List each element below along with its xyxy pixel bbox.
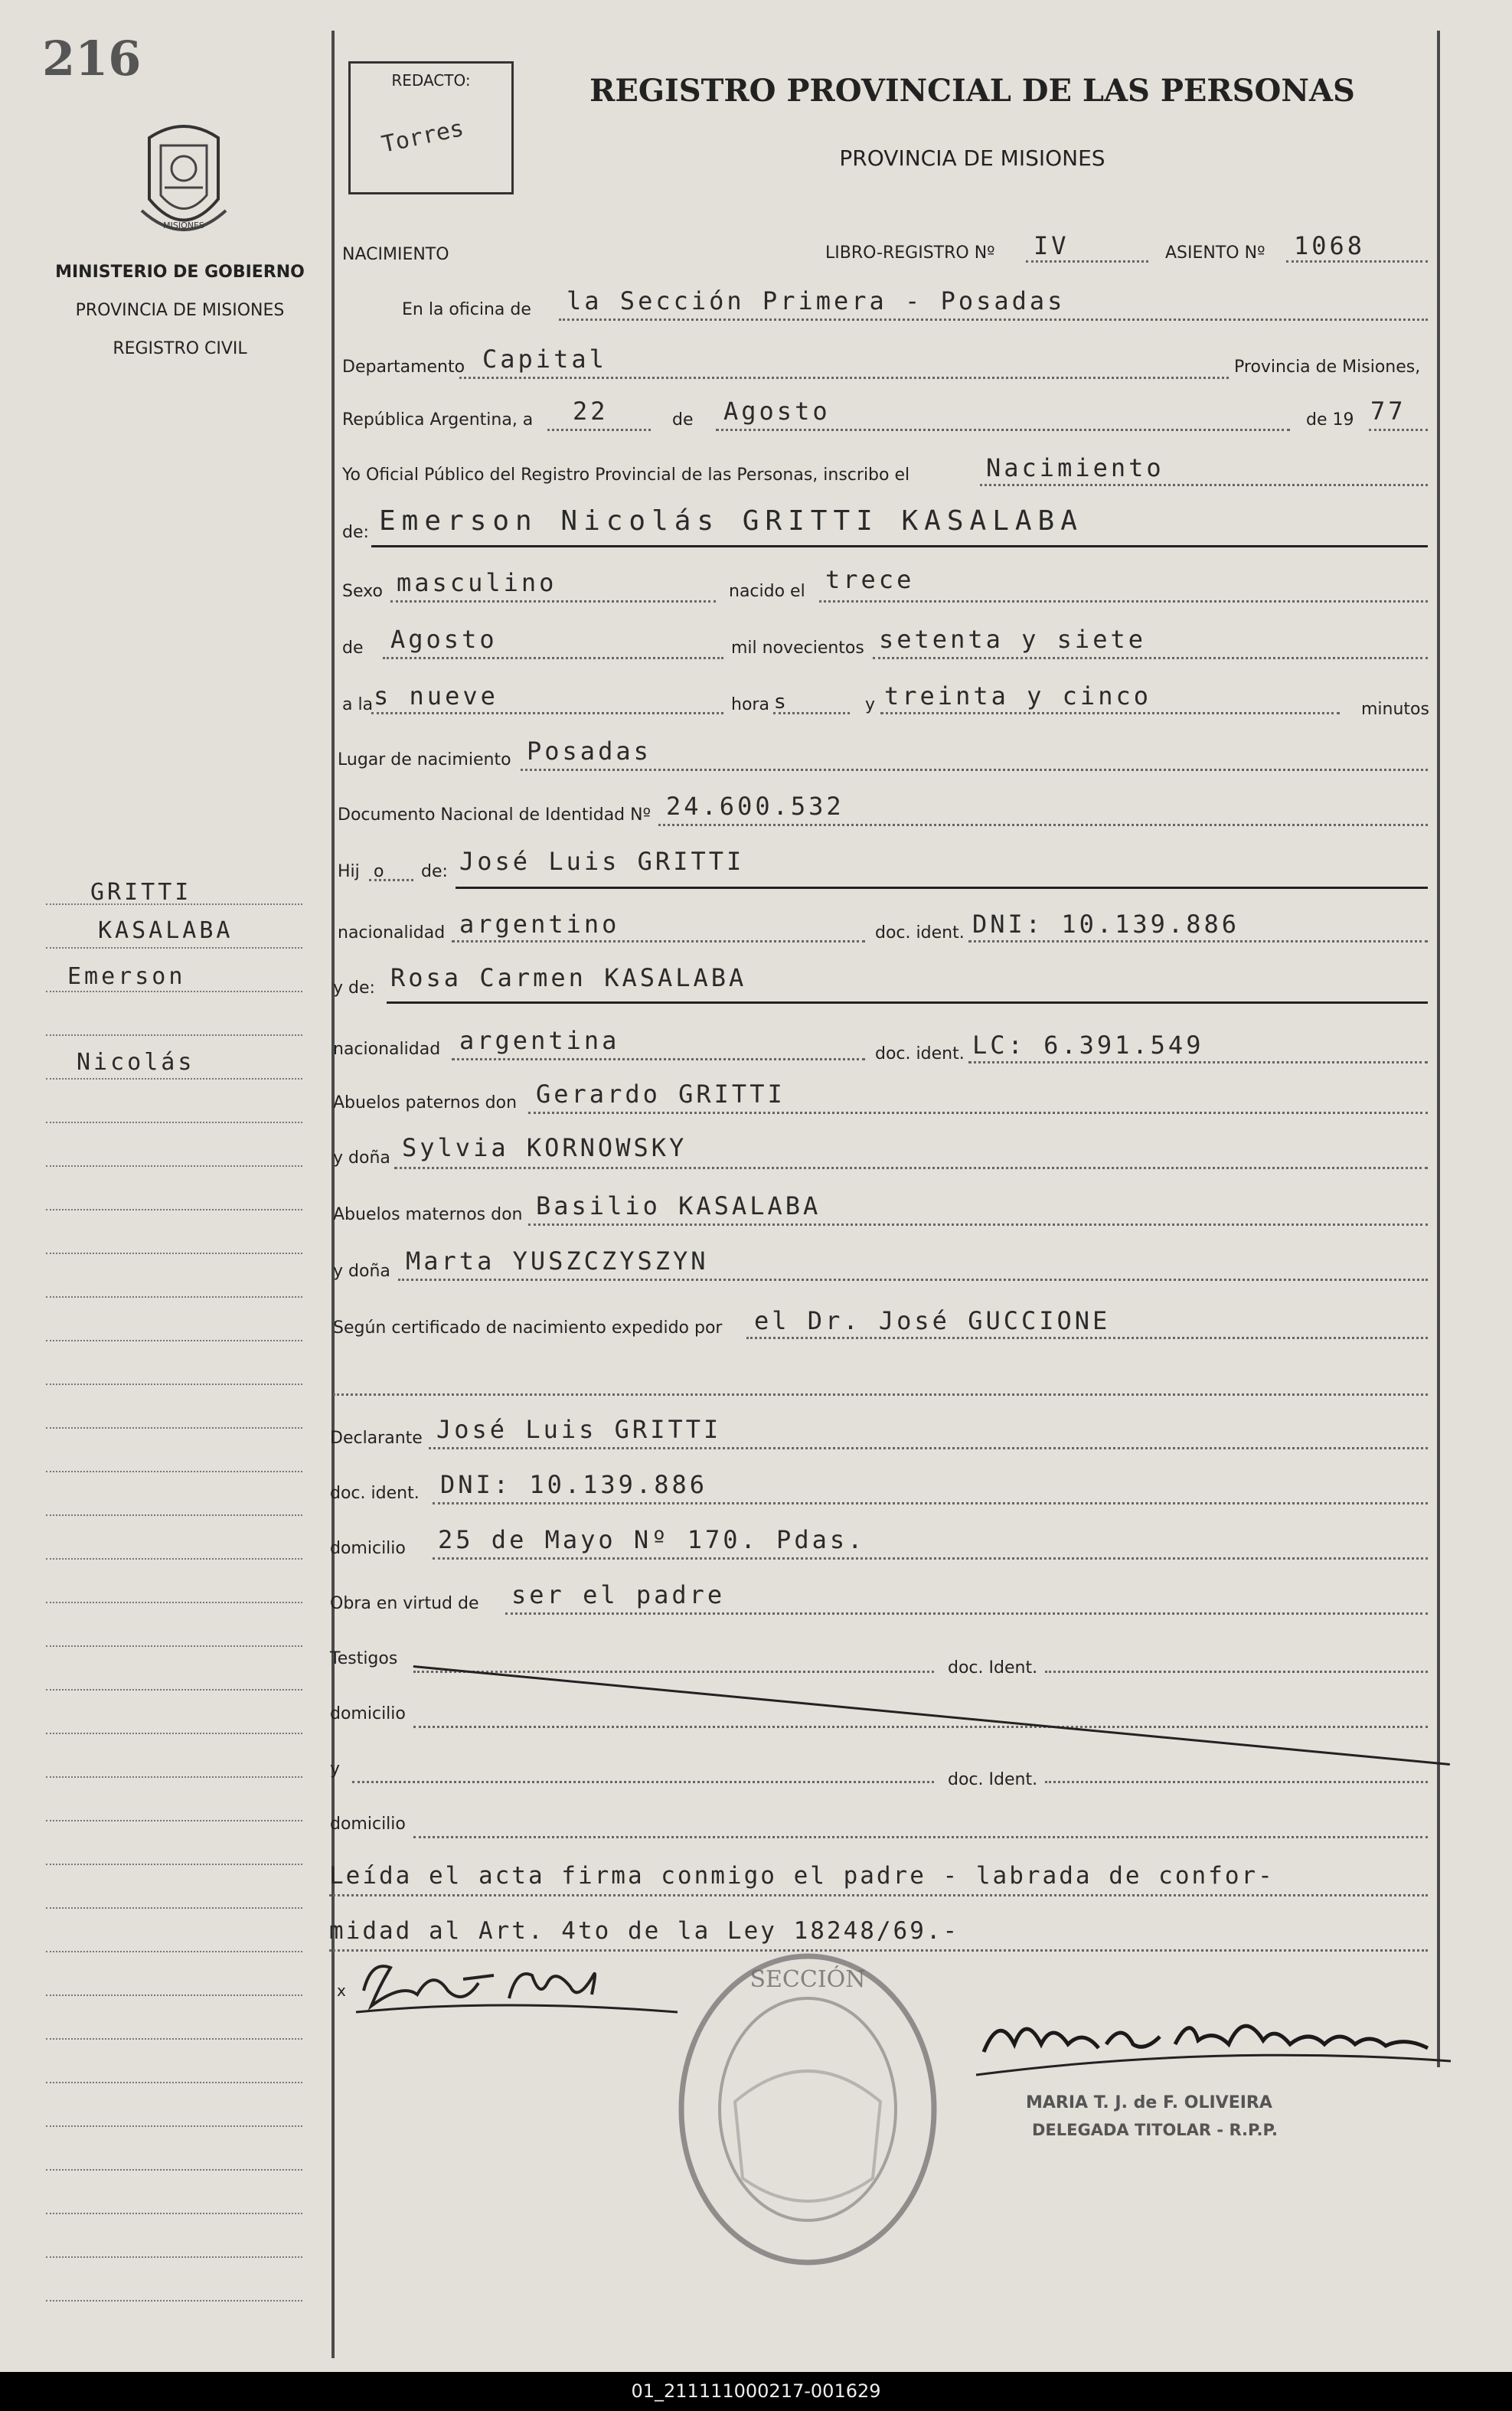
- abuelos-paternos-label: Abuelos paternos don: [333, 1093, 518, 1112]
- dotted-line: [383, 657, 723, 659]
- minutos-value: treinta y cinco: [884, 681, 1151, 711]
- margin-dotted-line: [46, 903, 302, 905]
- coat-of-arms-icon: [134, 115, 233, 245]
- obra-label: Obra en virtud de: [330, 1594, 479, 1613]
- margin-dotted-line: [46, 947, 302, 949]
- alas-value: s nueve: [374, 681, 498, 711]
- dotted-line: [433, 1502, 1428, 1504]
- father-doc-label: doc. ident.: [875, 923, 965, 943]
- dotted-line: [459, 377, 1229, 379]
- page-number: 216: [42, 31, 142, 87]
- image-id-footer: 01_211111000217-001629: [0, 2372, 1512, 2411]
- margin-dotted-line: [46, 1776, 302, 1778]
- asiento-label: ASIENTO Nº: [1165, 243, 1265, 263]
- full-name: Emerson Nicolás GRITTI KASALABA: [379, 505, 1083, 537]
- dotted-line: [352, 1781, 934, 1783]
- dotted-line: [429, 1447, 1428, 1449]
- sexo-value: masculino: [397, 568, 557, 597]
- mother-de-label: y de:: [333, 978, 375, 998]
- mil-label: mil novecientos: [731, 639, 864, 658]
- margin-dotted-line: [46, 2213, 302, 2214]
- margin-dotted-line: [46, 1558, 302, 1560]
- margin-dotted-line: [46, 1471, 302, 1472]
- provincia-label: Provincia de Misiones,: [1234, 358, 1421, 377]
- month-value: Agosto: [723, 397, 831, 426]
- registry-subtitle: PROVINCIA DE MISIONES: [839, 145, 1105, 171]
- abuelos-maternos-label: Abuelos maternos don: [333, 1205, 523, 1224]
- dotted-line: [819, 600, 1428, 603]
- margin-dotted-line: [46, 1122, 302, 1123]
- margin-dotted-line: [46, 1384, 302, 1385]
- birth-month-de-label: de: [342, 639, 364, 658]
- y-label: y: [865, 695, 876, 714]
- margin-dotted-line: [46, 1645, 302, 1647]
- nacido-value: trece: [825, 565, 915, 594]
- mother-nationality: argentina: [459, 1026, 620, 1055]
- dotted-line: [329, 1894, 1428, 1896]
- dotted-line: [968, 1061, 1428, 1063]
- margin-dotted-line: [46, 1340, 302, 1341]
- oficial-statement: Yo Oficial Público del Registro Provincial de las Personas, inscribo el: [342, 466, 910, 485]
- testigo1-doc-label: doc. Ident.: [948, 1658, 1038, 1678]
- margin-dotted-line: [46, 1296, 302, 1298]
- margin-dotted-line: [46, 1514, 302, 1516]
- domicilio-value: 25 de Mayo Nº 170. Pdas.: [438, 1525, 866, 1554]
- dotted-line: [413, 1836, 1428, 1838]
- witness-strikethrough: [413, 1665, 1450, 1766]
- margin-dotted-line: [46, 2169, 302, 2171]
- year-value: 77: [1370, 397, 1406, 426]
- margin-dotted-line: [46, 2082, 302, 2083]
- office-label: En la oficina de: [402, 300, 531, 319]
- lugar-value: Posadas: [527, 737, 651, 766]
- margin-dotted-line: [46, 1078, 302, 1080]
- dotted-line: [547, 429, 651, 431]
- dotted-line: [1045, 1671, 1428, 1673]
- dni-value: 24.600.532: [666, 792, 844, 821]
- ministry-registry: REGISTRO CIVIL: [113, 339, 247, 358]
- mother-nationality-label: nacionalidad: [333, 1040, 441, 1059]
- dotted-line: [333, 1393, 1428, 1396]
- margin-dotted-line: [46, 1951, 302, 1952]
- margin-dotted-line: [46, 1820, 302, 1821]
- dotted-line: [433, 1557, 1428, 1560]
- margin-dotted-line: [46, 2256, 302, 2258]
- minutos-label: minutos: [1361, 700, 1429, 719]
- dotted-line: [559, 319, 1428, 321]
- declarante-value: José Luis GRITTI: [436, 1415, 722, 1444]
- dotted-line: [746, 1337, 1428, 1339]
- ministry-province: PROVINCIA DE MISIONES: [75, 301, 285, 320]
- svg-text:MISIONES: MISIONES: [163, 221, 204, 230]
- testigo2-y-label: y: [330, 1759, 341, 1779]
- father-nationality-label: nacionalidad: [338, 923, 446, 943]
- margin-given-name-1: Emerson: [67, 963, 186, 990]
- hora-label: hora: [731, 695, 769, 714]
- official-name: MARIA T. J. de F. OLIVEIRA: [1026, 2093, 1272, 2112]
- dotted-line: [968, 940, 1428, 943]
- margin-dotted-line: [46, 2038, 302, 2040]
- domicilio-label: domicilio: [330, 1539, 406, 1558]
- margin-surname-1: GRITTI: [90, 879, 192, 906]
- dotted-line: [658, 824, 1428, 826]
- dotted-line: [1369, 429, 1428, 431]
- month-de-label: de: [672, 410, 694, 430]
- dotted-line: [773, 712, 850, 714]
- underline: [456, 887, 1428, 889]
- day-value: 22: [573, 397, 609, 426]
- declarant-signature: [348, 1952, 685, 2021]
- dotted-line: [528, 1223, 1428, 1226]
- dotted-line: [1026, 260, 1148, 263]
- asiento-value: 1068: [1294, 231, 1366, 260]
- father-name: José Luis GRITTI: [459, 847, 745, 876]
- departamento-value: Capital: [482, 345, 607, 374]
- ala-label: a la: [342, 695, 374, 714]
- abuela-materna: Marta YUSZCZYSZYN: [406, 1246, 709, 1276]
- official-signature: [968, 1998, 1458, 2090]
- declarante-doc-label: doc. ident.: [330, 1484, 420, 1503]
- margin-dotted-line: [46, 1253, 302, 1254]
- birth-month-value: Agosto: [390, 625, 498, 654]
- margin-dotted-line: [46, 1864, 302, 1865]
- certificado-label: Según certificado de nacimiento expedido por: [333, 1318, 723, 1338]
- dotted-line: [1286, 260, 1428, 263]
- dotted-line: [716, 429, 1290, 431]
- redacto-signature: Torres: [379, 115, 466, 158]
- abuela-paterna: Sylvia KORNOWSKY: [402, 1133, 687, 1162]
- dotted-line: [452, 1058, 865, 1060]
- dotted-line: [398, 1279, 1428, 1281]
- dotted-line: [452, 940, 865, 943]
- departamento-label: Departamento: [342, 358, 465, 377]
- margin-dotted-line: [46, 1907, 302, 1909]
- father-nationality: argentino: [459, 910, 620, 939]
- margin-dotted-line: [46, 2125, 302, 2127]
- father-doc: DNI: 10.139.886: [972, 910, 1239, 939]
- registry-seal-stamp: [674, 1949, 942, 2270]
- svg-text:SECCIÓN: SECCIÓN: [749, 1966, 866, 1993]
- office-value: la Sección Primera - Posadas: [567, 286, 1066, 315]
- dotted-line: [394, 1167, 1428, 1169]
- dotted-line: [371, 712, 723, 714]
- dotted-line: [873, 657, 1428, 659]
- libro-value: IV: [1034, 231, 1070, 260]
- mother-doc: LC: 6.391.549: [972, 1031, 1204, 1060]
- testigo2-doc-label: doc. Ident.: [948, 1770, 1038, 1789]
- dotted-line: [521, 769, 1428, 771]
- hijo-label: Hij: [338, 862, 360, 881]
- dotted-line: [980, 484, 1428, 486]
- abuelo-paterno: Gerardo GRITTI: [536, 1080, 785, 1109]
- dotted-line: [1045, 1781, 1428, 1783]
- margin-dotted-line: [46, 1733, 302, 1734]
- dotted-line: [369, 879, 413, 881]
- abuelo-materno: Basilio KASALABA: [536, 1191, 821, 1220]
- hijo-de-label: de:: [421, 862, 448, 881]
- de-name-label: de:: [342, 523, 369, 542]
- margin-dotted-line: [46, 1994, 302, 1996]
- record-type: NACIMIENTO: [342, 245, 449, 264]
- margin-dotted-line: [46, 991, 302, 992]
- sexo-label: Sexo: [342, 582, 383, 601]
- dni-label: Documento Nacional de Identidad Nº: [338, 805, 651, 825]
- margin-divider: [331, 31, 335, 2358]
- underline: [371, 545, 1428, 547]
- margin-dotted-line: [46, 2300, 302, 2302]
- ministry-name: MINISTERIO DE GOBIERNO: [55, 263, 305, 282]
- mother-doc-label: doc. ident.: [875, 1044, 965, 1063]
- testigos-label: Testigos: [330, 1649, 398, 1668]
- event-value: Nacimiento: [986, 453, 1164, 482]
- redacto-label: REDACTO:: [391, 71, 471, 90]
- nacido-label: nacido el: [729, 582, 805, 601]
- year-label: de 19: [1306, 410, 1354, 430]
- underline: [387, 1001, 1428, 1004]
- dotted-line: [413, 1726, 1428, 1728]
- libro-label: LIBRO-REGISTRO Nº: [825, 243, 995, 263]
- abuela-paterna-label: y doña: [333, 1148, 390, 1168]
- declarante-label: Declarante: [330, 1429, 423, 1448]
- hijo-suffix: o: [374, 862, 384, 881]
- signature-x-mark: x: [337, 1981, 346, 2000]
- margin-dotted-line: [46, 1427, 302, 1429]
- margin-dotted-line: [46, 1689, 302, 1691]
- margin-dotted-line: [46, 1602, 302, 1603]
- margin-given-name-2: Nicolás: [77, 1049, 195, 1076]
- official-title: DELEGADA TITOLAR - R.P.P.: [1032, 2121, 1279, 2139]
- declarant-signature-text: Gritti: [348, 1952, 351, 1953]
- republica-label: República Argentina, a: [342, 410, 534, 430]
- svg-text:Mmm. T. J. de Oliveira: Mmm. T. J. de Oliveira: [968, 1998, 977, 1999]
- margin-dotted-line: [46, 1209, 302, 1210]
- horas-value: s: [775, 691, 785, 714]
- lugar-label: Lugar de nacimiento: [338, 750, 511, 769]
- abuela-materna-label: y doña: [333, 1262, 390, 1281]
- dotted-line: [880, 712, 1340, 714]
- registry-title: REGISTRO PROVINCIAL DE LAS PERSONAS: [589, 73, 1355, 109]
- dotted-line: [505, 1612, 1428, 1615]
- closing-line-2: midad al Art. 4to de la Ley 18248/69.-: [329, 1917, 960, 1945]
- margin-dotted-line: [46, 1165, 302, 1167]
- testigo1-domicilio-label: domicilio: [330, 1704, 406, 1723]
- closing-line-1: Leída el acta firma conmigo el padre - labrada de confor-: [329, 1862, 1275, 1890]
- certificado-value: el Dr. José GUCCIONE: [754, 1306, 1111, 1335]
- birth-year-words: setenta y siete: [879, 625, 1146, 654]
- declarante-doc: DNI: 10.139.886: [440, 1470, 707, 1499]
- obra-value: ser el padre: [511, 1580, 726, 1609]
- margin-dotted-line: [46, 1034, 302, 1036]
- dotted-line: [528, 1112, 1428, 1114]
- dotted-line: [390, 600, 716, 603]
- redacto-box: [348, 61, 514, 194]
- margin-surname-2: KASALABA: [98, 917, 233, 944]
- testigo2-domicilio-label: domicilio: [330, 1815, 406, 1834]
- mother-name: Rosa Carmen KASALABA: [390, 963, 747, 992]
